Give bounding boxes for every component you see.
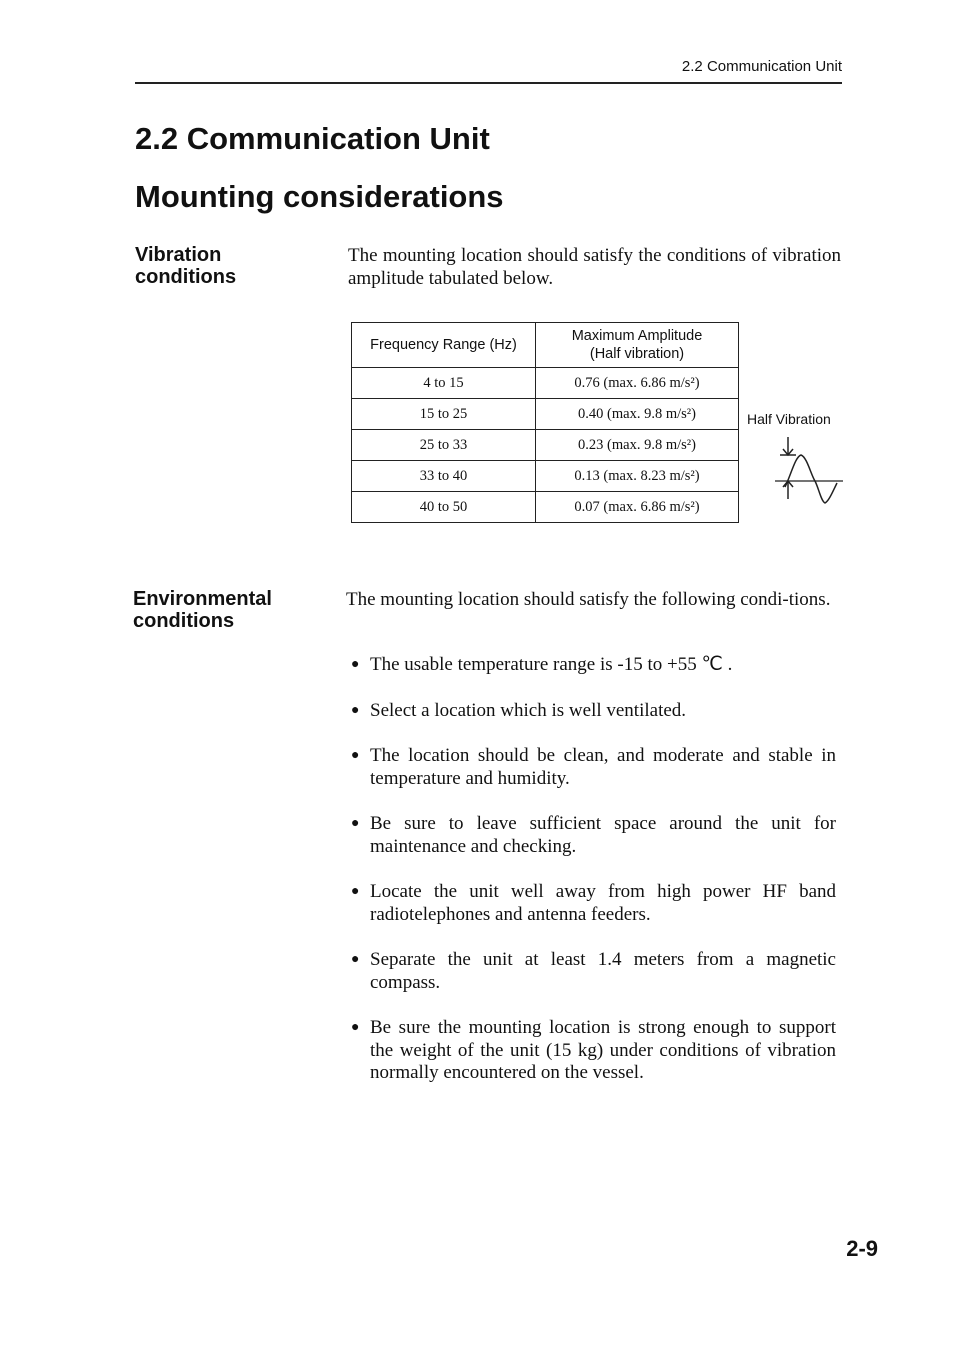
frequency-cell: 4 to 15 xyxy=(352,368,536,399)
amplitude-cell: 0.40 (max. 9.8 m/s²) xyxy=(536,399,739,430)
vibration-heading xyxy=(135,244,236,288)
environmental-conditions-list xyxy=(349,654,836,1108)
bullet-icon: ● xyxy=(351,1020,360,1035)
col-amplitude-header-line2: (Half vibration) xyxy=(589,346,685,362)
vibration-heading-line2: conditions xyxy=(135,266,237,288)
table-row xyxy=(352,461,739,492)
table-row xyxy=(352,399,739,430)
half-vibration-wave-icon xyxy=(775,435,845,510)
bullet-icon: ● xyxy=(351,702,360,718)
list-item xyxy=(349,745,836,790)
list-item-text: Be sure to leave sufficient space around the unit for maintenance and checking. xyxy=(370,813,836,857)
list-item-text: Be sure the mounting location is strong enough to support the weight of the unit (15 kg) under conditions of vibration normally encountered on the vessel. xyxy=(370,1017,836,1083)
environmental-heading xyxy=(133,588,272,632)
environmental-heading-line2: conditions xyxy=(133,610,235,632)
list-item xyxy=(349,881,836,926)
list-item xyxy=(349,1017,836,1085)
amplitude-cell: 0.07 (max. 6.86 m/s²) xyxy=(536,492,739,523)
table-row xyxy=(352,492,739,523)
list-item-text: The usable temperature range is -15 to +55 ℃ . xyxy=(370,654,733,675)
environmental-heading-line1: Environmental xyxy=(133,588,272,610)
frequency-cell: 15 to 25 xyxy=(352,399,536,430)
table-header-row xyxy=(352,323,739,368)
amplitude-cell: 0.23 (max. 9.8 m/s²) xyxy=(536,430,739,461)
frequency-cell: 40 to 50 xyxy=(352,492,536,523)
list-item-text: Separate the unit at least 1.4 meters from a magnetic compass. xyxy=(370,949,836,993)
bullet-icon: ● xyxy=(351,884,360,899)
amplitude-cell: 0.76 (max. 6.86 m/s²) xyxy=(536,368,739,399)
list-item xyxy=(349,949,836,994)
list-item xyxy=(349,654,836,677)
vibration-table xyxy=(351,322,739,523)
table-row xyxy=(352,430,739,461)
half-vibration-label: Half Vibration xyxy=(747,411,831,427)
list-item xyxy=(349,700,836,723)
frequency-cell: 25 to 33 xyxy=(352,430,536,461)
col-amplitude-header-line1: Maximum Amplitude xyxy=(571,328,703,344)
running-header: 2.2 Communication Unit xyxy=(681,58,842,75)
environmental-intro: The mounting location should satisfy the following condi-tions. xyxy=(346,589,831,610)
col-frequency-header: Frequency Range (Hz) xyxy=(352,323,536,368)
section-subtitle: Mounting considerations xyxy=(135,179,504,214)
list-item xyxy=(349,813,836,858)
vibration-intro: The mounting location should satisfy the conditions of vibration amplitude tabulated below. xyxy=(348,245,841,289)
page-number: 2-9 xyxy=(846,1236,878,1261)
table-row xyxy=(352,368,739,399)
list-item-text: The location should be clean, and moderate and stable in temperature and humidity. xyxy=(370,745,836,789)
header-rule xyxy=(135,82,842,84)
vibration-heading-line1: Vibration xyxy=(135,244,222,266)
frequency-cell: 33 to 40 xyxy=(352,461,536,492)
section-title: 2.2 Communication Unit xyxy=(135,121,490,156)
bullet-icon: ● xyxy=(351,952,360,967)
col-amplitude-header xyxy=(536,323,739,368)
amplitude-cell: 0.13 (max. 8.23 m/s²) xyxy=(536,461,739,492)
bullet-icon: ● xyxy=(351,748,360,763)
list-item-text: Select a location which is well ventilated. xyxy=(370,699,687,721)
list-item-text: Locate the unit well away from high power HF band radiotelephones and antenna feeders. xyxy=(370,881,836,925)
bullet-icon: ● xyxy=(351,657,360,672)
bullet-icon: ● xyxy=(351,816,360,831)
